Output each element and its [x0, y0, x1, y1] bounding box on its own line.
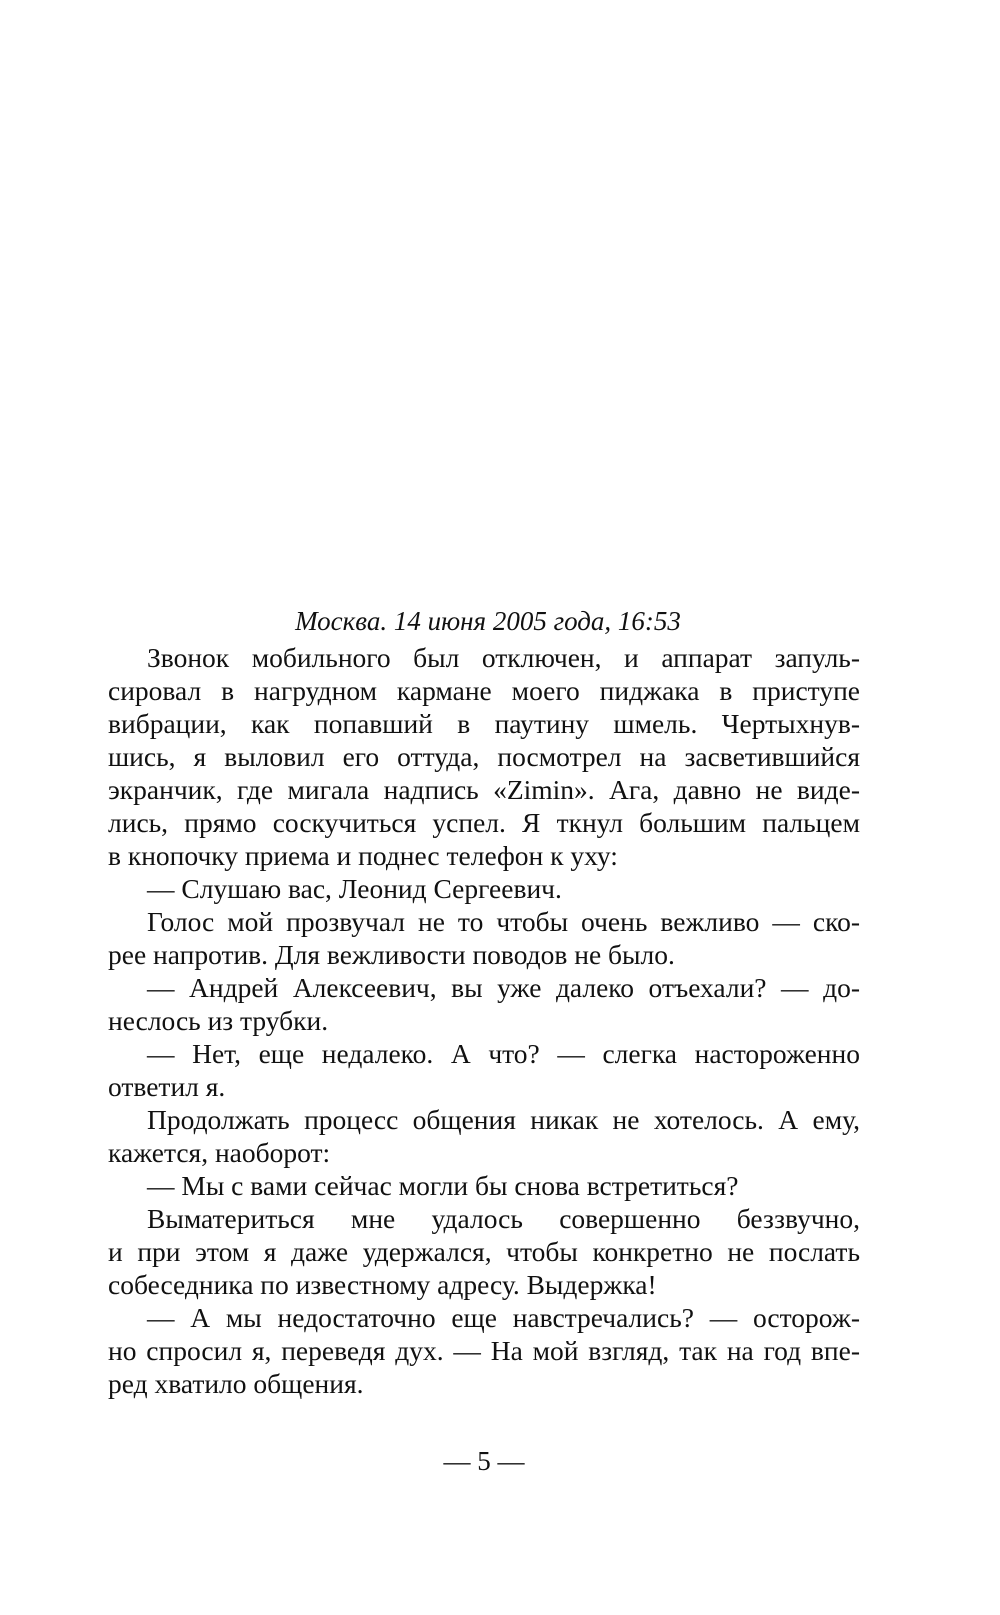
text-line: шись, я выловил его оттуда, посмотрел на засветившийся [108, 741, 860, 772]
text-line: в кнопочку приема и поднес телефон к уху: [108, 840, 618, 871]
text-line: лись, прямо соскучиться успел. Я ткнул большим пальцем [108, 807, 860, 838]
text-line: собеседника по известному адресу. Выдержка! [108, 1269, 657, 1300]
dialogue-line: — А мы недостаточно еще навстречались? — осторож- [147, 1302, 860, 1333]
text-line: вибрации, как попавший в паутину шмель. Чертыхнув- [108, 708, 860, 739]
text-line: рее напротив. Для вежливости поводов не было. [108, 939, 675, 970]
text-line: и при этом я даже удержался, чтобы конкретно не послать [108, 1236, 860, 1267]
text-line: экранчик, где мигала надпись «Zimin». Ага, давно не виде- [108, 774, 860, 805]
text-line: Продолжать процесс общения никак не хотелось. А ему, [147, 1104, 860, 1135]
text-line: кажется, наоборот: [108, 1137, 331, 1168]
dialogue-line: — Нет, еще недалеко. А что? — слегка настороженно [147, 1038, 860, 1069]
dialogue-line: — Андрей Алексеевич, вы уже далеко отъехали? — до- [147, 972, 860, 1003]
text-line: Звонок мобильного был отключен, и аппарат запуль- [147, 642, 860, 673]
text-line: Голос мой прозвучал не то чтобы очень вежливо — ско- [147, 906, 860, 937]
section-heading: Москва. 14 июня 2005 года, 16:53 [295, 606, 681, 636]
text-line: неслось из трубки. [108, 1005, 329, 1036]
text-line: но спросил я, переведя дух. — На мой взгляд, так на год впе- [108, 1335, 860, 1366]
text-line: ред хватило общения. [108, 1368, 364, 1399]
text-line: сировал в нагрудном кармане моего пиджака в приступе [108, 675, 860, 706]
text-line: ответил я. [108, 1071, 226, 1102]
dialogue-line: — Мы с вами сейчас могли бы снова встретиться? [147, 1170, 739, 1201]
text-line: Выматериться мне удалось совершенно беззвучно, [147, 1203, 860, 1234]
dialogue-line: — Слушаю вас, Леонид Сергеевич. [147, 873, 562, 904]
page-number: — 5 — [443, 1446, 525, 1476]
